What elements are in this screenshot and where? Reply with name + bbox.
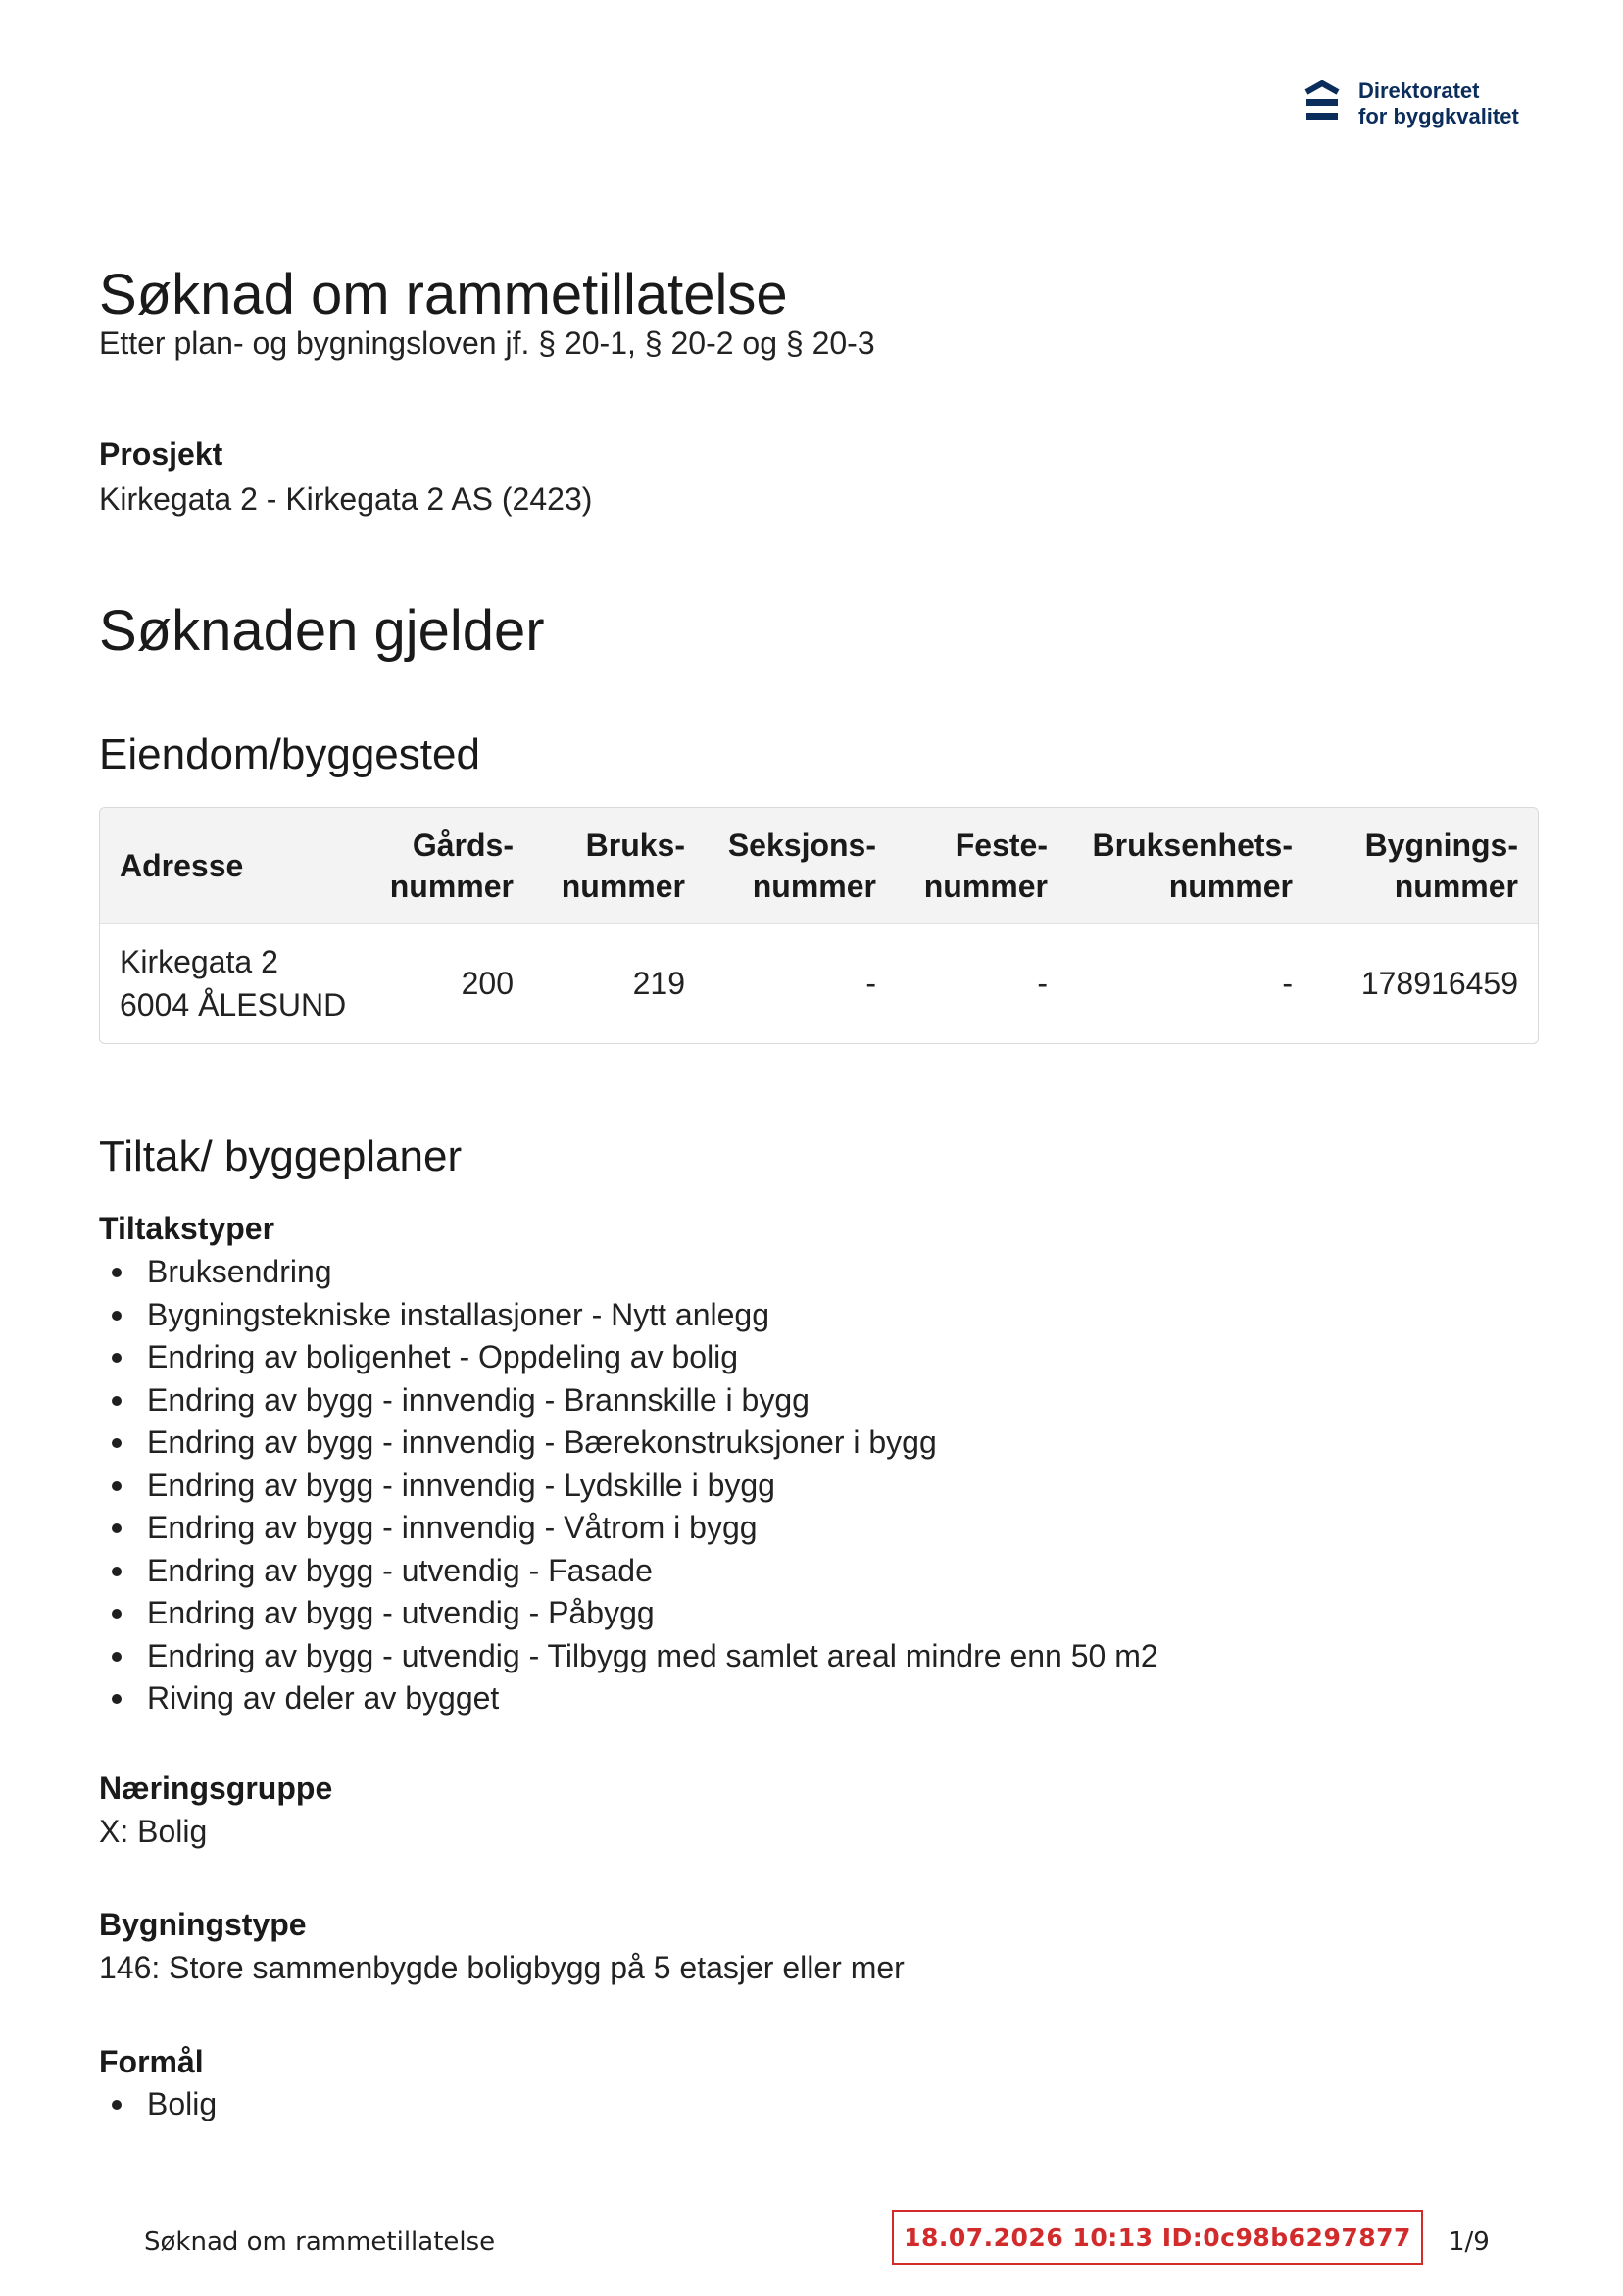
list-item: Endring av bygg - innvendig - Våtrom i bygg bbox=[99, 1507, 1158, 1550]
cell-bruksenhetsnummer: - bbox=[1067, 923, 1312, 1043]
list-item: Endring av bygg - innvendig - Bærekonstruksjoner i bygg bbox=[99, 1422, 1158, 1465]
col-header-adresse: Adresse bbox=[120, 847, 244, 883]
logo-line-1: Direktoratet bbox=[1358, 78, 1480, 103]
prosjekt-label: Prosjekt bbox=[99, 436, 223, 472]
col-header-seksjonsnummer: Seksjons- nummer bbox=[727, 826, 876, 904]
cell-gardsnummer: 200 bbox=[367, 923, 533, 1043]
document-subtitle: Etter plan- og bygningsloven jf. § 20-1, § 20-2 og § 20-3 bbox=[99, 325, 875, 361]
list-item: Endring av bygg - innvendig - Brannskille i bygg bbox=[99, 1379, 1158, 1423]
list-item: Bygningstekniske installasjoner - Nytt anlegg bbox=[99, 1294, 1158, 1337]
list-item: Bruksendring bbox=[99, 1251, 1158, 1294]
section-heading: Søknaden gjelder bbox=[99, 599, 545, 663]
col-header-bruksenhetsnummer: Bruksenhets- nummer bbox=[1092, 826, 1293, 904]
prosjekt-value: Kirkegata 2 - Kirkegata 2 AS (2423) bbox=[99, 481, 593, 517]
tiltakstyper-list bbox=[99, 1251, 1158, 1721]
bygningstype-label: Bygningstype bbox=[99, 1907, 307, 1942]
naeringsgruppe-value: X: Bolig bbox=[99, 1814, 208, 1849]
col-header-bygningsnummer: Bygnings- nummer bbox=[1364, 826, 1518, 904]
dibk-logo bbox=[1303, 78, 1519, 129]
eiendom-heading: Eiendom/byggested bbox=[99, 730, 480, 778]
cell-bygningsnummer: 178916459 bbox=[1312, 923, 1538, 1043]
list-item: Endring av boligenhet - Oppdeling av bolig bbox=[99, 1336, 1158, 1379]
dibk-logo-icon bbox=[1303, 80, 1341, 125]
bygningstype-value: 146: Store sammenbygde boligbygg på 5 etasjer eller mer bbox=[99, 1950, 905, 1985]
formal-list bbox=[99, 2083, 217, 2126]
timestamp-id-stamp: 18.07.2026 10:13 ID:0c98b6297877 bbox=[892, 2210, 1423, 2265]
cell-bruksnummer: 219 bbox=[533, 923, 705, 1043]
tiltakstyper-label: Tiltakstyper bbox=[99, 1211, 275, 1246]
list-item: Endring av bygg - utvendig - Påbygg bbox=[99, 1592, 1158, 1635]
logo-text bbox=[1358, 78, 1519, 129]
list-item: Endring av bygg - innvendig - Lydskille i bygg bbox=[99, 1465, 1158, 1508]
formal-label: Formål bbox=[99, 2044, 204, 2079]
table-row bbox=[100, 923, 1538, 1043]
list-item: Riving av deler av bygget bbox=[99, 1677, 1158, 1721]
table-header-row bbox=[100, 808, 1538, 923]
list-item: Endring av bygg - utvendig - Tilbygg med samlet areal mindre enn 50 m2 bbox=[99, 1635, 1158, 1678]
document-title: Søknad om rammetillatelse bbox=[99, 263, 788, 326]
footer-doc-title: Søknad om rammetillatelse bbox=[144, 2227, 496, 2257]
naeringsgruppe-label: Næringsgruppe bbox=[99, 1771, 333, 1806]
col-header-gardsnummer: Gårds- nummer bbox=[389, 826, 514, 904]
cell-festenummer: - bbox=[896, 923, 1067, 1043]
tiltak-heading: Tiltak/ byggeplaner bbox=[99, 1132, 463, 1180]
list-item: Endring av bygg - utvendig - Fasade bbox=[99, 1550, 1158, 1593]
logo-line-2: for byggkvalitet bbox=[1358, 104, 1519, 128]
eiendom-table bbox=[99, 807, 1539, 1044]
col-header-bruksnummer: Bruks- nummer bbox=[561, 826, 685, 904]
page-number: 1/9 bbox=[1449, 2227, 1490, 2257]
col-header-festenummer: Feste- nummer bbox=[923, 826, 1048, 904]
list-item: Bolig bbox=[99, 2083, 217, 2126]
cell-adresse: Kirkegata 2 6004 ÅLESUND bbox=[100, 923, 367, 1043]
cell-seksjonsnummer: - bbox=[705, 923, 896, 1043]
